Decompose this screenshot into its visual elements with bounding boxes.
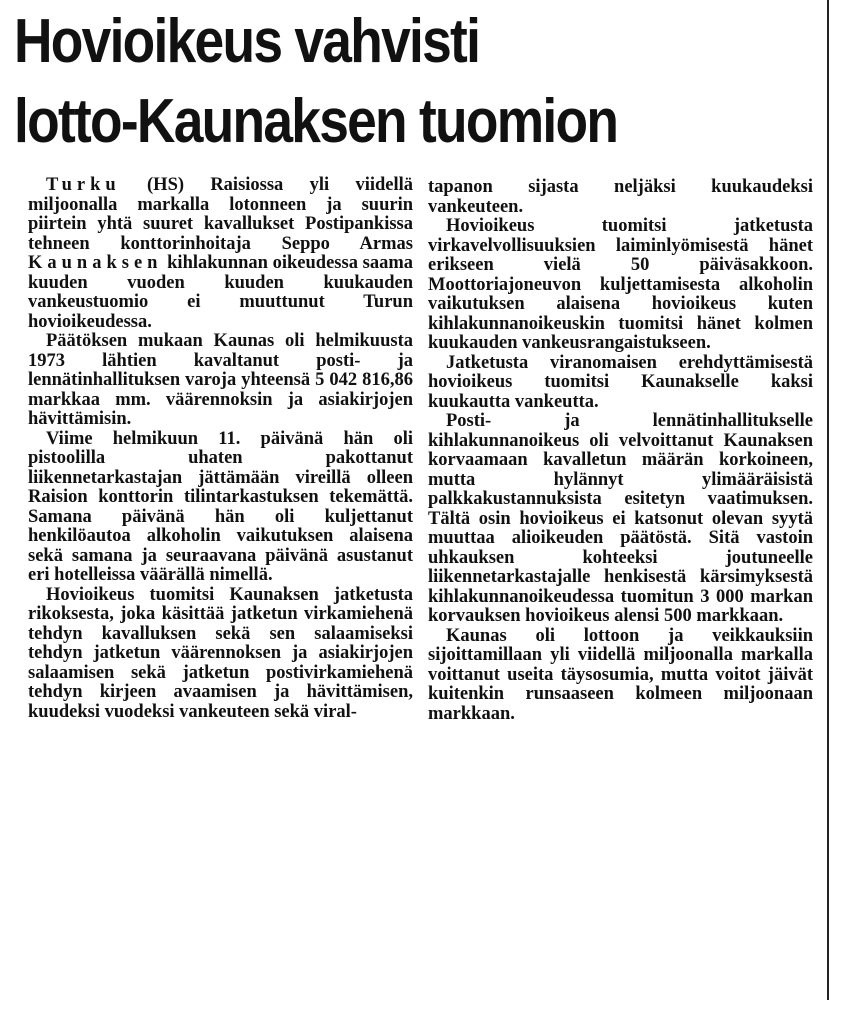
paragraph-1-name: Kaunaksen	[28, 253, 163, 273]
paragraph-1-end: kihlakunnan oikeudessa saama kuuden vuoden kuuden kuukauden vankeustuomio ei muuttunut Turun hovioikeudessa.	[28, 253, 413, 332]
paragraph-1	[28, 176, 413, 332]
paragraph-1-text: (HS) Raisiossa yli viidellä miljoonalla markalla lotonneen ja suurin piirtein yhtä suuret kavallukset Postipankissa tehneen konttorinhoitaja Seppo Armas	[28, 175, 413, 254]
paragraph-3: Viime helmikuun 11. päivänä hän oli pistoolilla uhaten pakottanut liikennetarkastajan jättämään vireillä olleen Raision konttorin tilintarkastuksen tekemättä. Samana päivänä hän oli kuljettanut henkilöautoa alkoholin vaikutuksen alaisena sekä samana ja seuraavana päivänä asustanut eri hotelleissa väärällä nimellä.	[28, 428, 413, 585]
paragraph-2: Päätöksen mukaan Kaunas oli helmikuusta 1973 lähtien kavaltanut posti- ja lennätinhallituksen varoja yhteensä 5 042 816,86 markkaa mm. väärennoksin ja asiakirjojen hävittämisin.	[28, 331, 413, 429]
paragraph-7: Posti- ja lennätinhallitukselle kihlakunnanoikeus oli velvoittanut Kaunaksen korvaamaan kavalletun määrän korkoineen, mutta hylännyt ylimääräisistä palkkakustannuksista esitetyn vaatimuksen. Tältä osin hovioikeus ei katsonut olevan syytä muuttaa alioikeuden päätöstä. Sitä vastoin uhkauksen kohteeksi joutuneelle liikennetarkastajalle henkisestä kärsimyksestä kihlakunnanoikeudessa tuomitun 3 000 markan korvauksen hovioikeus alensi 500 markkaan.	[428, 411, 813, 626]
headline-line-1: Hovioikeus vahvisti	[14, 7, 480, 76]
paragraph-4: Hovioikeus tuomitsi Kaunaksen jatketusta rikoksesta, joka käsittää jatketun virkamiehenä tehdyn kavalluksen sekä sen salaamiseksi tehdyn jatketun väärennoksen ja asiakirjojen salaamisen sekä jatketun postivirkamiehenä tehdyn kirjeen avaamisen ja hävittämisen, kuudeksi vuodeksi vankeuteen sekä viral-	[28, 584, 413, 722]
dateline: Turku	[46, 175, 121, 195]
right-column	[428, 178, 813, 724]
headline	[14, 2, 702, 162]
column-rule	[827, 0, 829, 1000]
paragraph-8: Kaunas oli lottoon ja veikkauksiin sijoittamillaan yli viidellä miljoonalla markalla voittanut useita täysosumia, mutta voitot jäivät kuitenkin runsaaseen kolmeen miljoonaan markkaan.	[428, 625, 813, 724]
paragraph-6: Jatketusta viranomaisen erehdyttämisestä hovioikeus tuomitsi Kaunakselle kaksi kuukautta vankeutta.	[428, 352, 813, 412]
paragraph-4-continued: tapanon sijasta neljäksi kuukaudeksi vankeuteen.	[428, 177, 813, 217]
paragraph-5: Hovioikeus tuomitsi jatketusta virkavelvollisuuksien laiminlyömisestä hänet erikseen vielä 50 päiväsakkoon. Moottoriajoneuvon kuljettamisesta alkoholin vaikutuksen alaisena hovioikeus kuten kihlakunnanoikeuskin tuomitsi hänet kolmen kuukauden vankeusrangaistukseen.	[428, 216, 813, 353]
headline-line-2: lotto-Kaunaksen tuomion	[14, 87, 618, 156]
left-column	[28, 176, 413, 722]
